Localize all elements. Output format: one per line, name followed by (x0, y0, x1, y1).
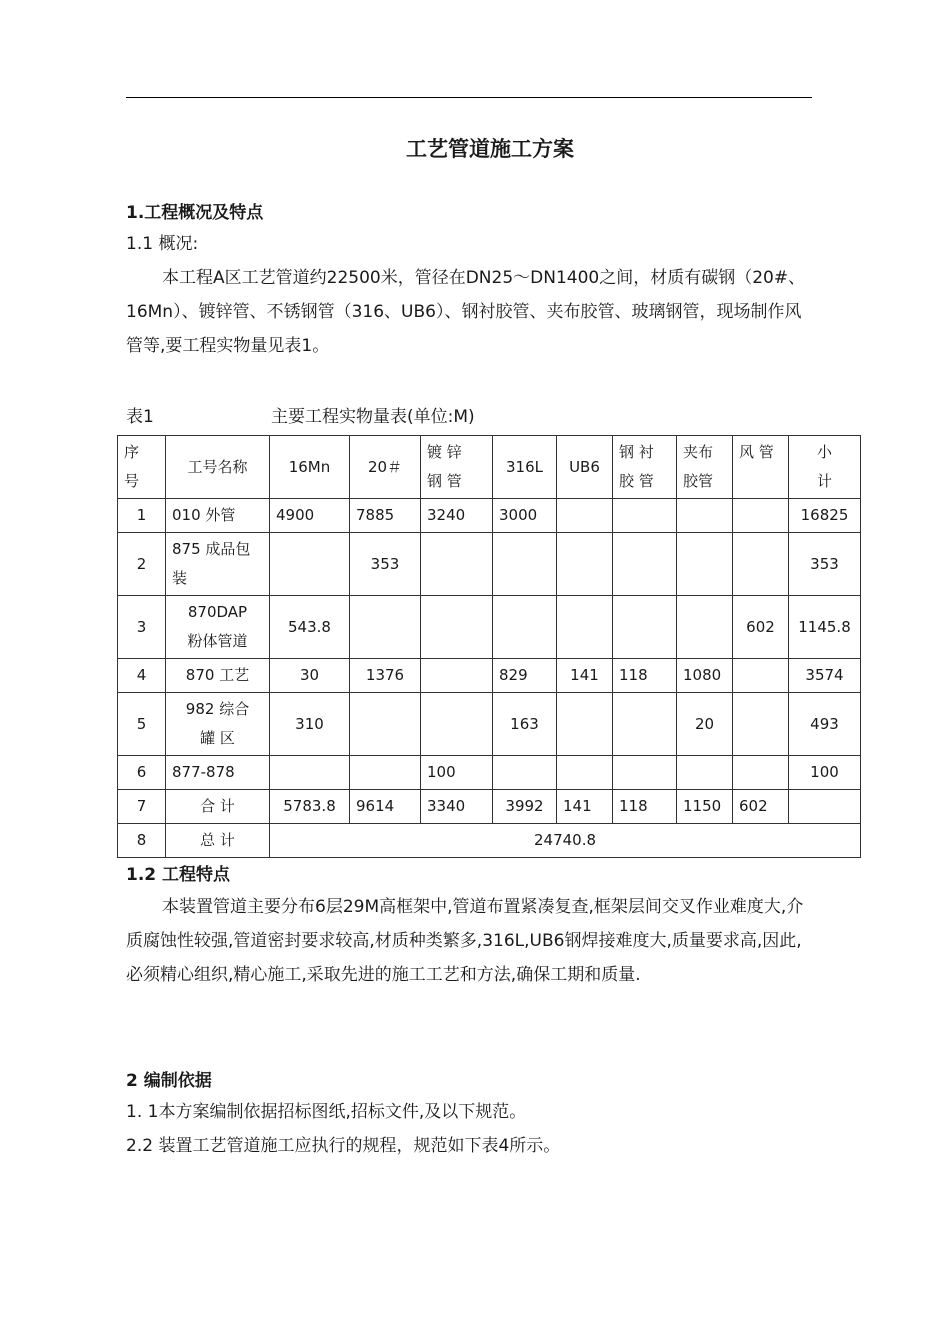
table-cell: 310 (270, 693, 350, 756)
table-cell (677, 756, 733, 790)
table-cell (677, 533, 733, 596)
section-1-2-paragraph: 本装置管道主要分布6层29M高框架中,管道布置紧凑复查,框架层间交叉作业难度大,介质腐蚀性较强,管道密封要求较高,材质种类繁多,316L,UB6钢焊接难度大,质量要求高,因此,必须精心组织,精心施工,采取先进的施工工艺和方法,确保工期和质量. (126, 897, 804, 985)
table-cell (557, 756, 613, 790)
table-cell (613, 499, 677, 533)
table-cell (270, 756, 350, 790)
header-rule (126, 97, 812, 98)
table-cell: 1080 (677, 659, 733, 693)
table-cell: 16825 (789, 499, 861, 533)
table-cell: 7885 (350, 499, 421, 533)
section-1-2-heading: 1.2 工程特点 (126, 865, 231, 885)
table-cell: 602 (733, 790, 789, 824)
table-cell: 100 (421, 756, 493, 790)
table-cell: 543.8 (270, 596, 350, 659)
header-cell: 工号名称 (166, 436, 270, 499)
section-2-heading: 2 编制依据 (126, 1071, 212, 1091)
section-1-heading: 1.工程概况及特点 (126, 203, 264, 223)
section-2-line-1: 1. 1本方案编制依据招标图纸,招标文件,及以下规范。 (126, 1102, 527, 1122)
table-cell (733, 533, 789, 596)
table-cell: 118 (613, 659, 677, 693)
table-cell: 982 综合 罐 区 (166, 693, 270, 756)
table-cell (350, 756, 421, 790)
table-cell: 1376 (350, 659, 421, 693)
table-cell (493, 756, 557, 790)
table-cell: 100 (789, 756, 861, 790)
table-cell: 829 (493, 659, 557, 693)
table-cell (557, 499, 613, 533)
table-caption-label: 表1 (126, 407, 154, 427)
table-cell: 3340 (421, 790, 493, 824)
table-cell: 870 工艺 (166, 659, 270, 693)
header-cell: 16Mn (270, 436, 350, 499)
grand-total-cell: 24740.8 (270, 824, 861, 858)
section-2-line-2: 2.2 装置工艺管道施工应执行的规程，规范如下表4所示。 (126, 1136, 561, 1156)
table-cell: 9614 (350, 790, 421, 824)
table-cell (421, 533, 493, 596)
table-cell: 3992 (493, 790, 557, 824)
table-cell: 总 计 (166, 824, 270, 858)
table-cell: 30 (270, 659, 350, 693)
table-cell: 353 (350, 533, 421, 596)
table-cell: 合 计 (166, 790, 270, 824)
header-cell: 序 号 (118, 436, 166, 499)
table-cell (493, 533, 557, 596)
table-cell (350, 596, 421, 659)
table-cell: 141 (557, 790, 613, 824)
table-cell: 875 成品包 装 (166, 533, 270, 596)
quantity-table (117, 435, 861, 858)
table-header-row (118, 436, 861, 499)
table-cell: 4900 (270, 499, 350, 533)
table-cell (270, 533, 350, 596)
table-cell: 877-878 (166, 756, 270, 790)
table-cell: 6 (118, 756, 166, 790)
section-1-1-paragraph: 本工程A区工艺管道约22500米，管径在DN25～DN1400之间，材质有碳钢（20#、16Mn）、镀锌管、不锈钢管（316、UB6）、钢衬胶管、夹布胶管、玻璃钢管，现场制作风管等,要工程实物量见表1。 (126, 268, 806, 356)
table-total-row (118, 824, 861, 858)
table-caption-title: 主要工程实物量表(单位:M) (271, 407, 475, 427)
table-cell (613, 756, 677, 790)
table-cell: 5783.8 (270, 790, 350, 824)
table-cell (613, 533, 677, 596)
table-cell (613, 596, 677, 659)
table-cell: 1150 (677, 790, 733, 824)
table-cell: 870DAP 粉体管道 (166, 596, 270, 659)
table-row (118, 790, 861, 824)
header-cell: 夹布 胶管 (677, 436, 733, 499)
table-cell: 5 (118, 693, 166, 756)
table-cell (557, 693, 613, 756)
table-cell: 010 外管 (166, 499, 270, 533)
table-cell (733, 756, 789, 790)
table-cell (421, 659, 493, 693)
table-cell (421, 596, 493, 659)
table-cell: 8 (118, 824, 166, 858)
table-cell: 1 (118, 499, 166, 533)
table-row (118, 693, 861, 756)
table-cell: 1145.8 (789, 596, 861, 659)
table-row (118, 533, 861, 596)
header-cell: 风 管 (733, 436, 789, 499)
table-cell: 118 (613, 790, 677, 824)
table-cell: 493 (789, 693, 861, 756)
table-cell: 3574 (789, 659, 861, 693)
table-cell (733, 499, 789, 533)
table-cell (557, 533, 613, 596)
header-cell: UB6 (557, 436, 613, 499)
table-cell: 20 (677, 693, 733, 756)
table-cell (733, 693, 789, 756)
table-cell (677, 499, 733, 533)
table-row (118, 659, 861, 693)
document-title: 工艺管道施工方案 (406, 137, 574, 161)
table-cell (613, 693, 677, 756)
table-cell: 353 (789, 533, 861, 596)
table-cell (733, 659, 789, 693)
table-row (118, 596, 861, 659)
header-cell: 镀 锌 钢 管 (421, 436, 493, 499)
table-cell (493, 596, 557, 659)
table-row (118, 756, 861, 790)
table-cell (677, 596, 733, 659)
table-cell: 141 (557, 659, 613, 693)
table-cell (350, 693, 421, 756)
table-cell: 3240 (421, 499, 493, 533)
table-cell: 3000 (493, 499, 557, 533)
table-cell: 163 (493, 693, 557, 756)
table-cell: 602 (733, 596, 789, 659)
section-1-1-heading: 1.1 概况: (126, 234, 199, 254)
header-cell: 316L (493, 436, 557, 499)
table-cell: 2 (118, 533, 166, 596)
table-row (118, 499, 861, 533)
table-cell: 4 (118, 659, 166, 693)
header-cell: 小 计 (789, 436, 861, 499)
table-cell (557, 596, 613, 659)
table-cell (421, 693, 493, 756)
header-cell: 20＃ (350, 436, 421, 499)
table-cell (789, 790, 861, 824)
header-cell: 钢 衬 胶 管 (613, 436, 677, 499)
table-cell: 3 (118, 596, 166, 659)
table-cell: 7 (118, 790, 166, 824)
